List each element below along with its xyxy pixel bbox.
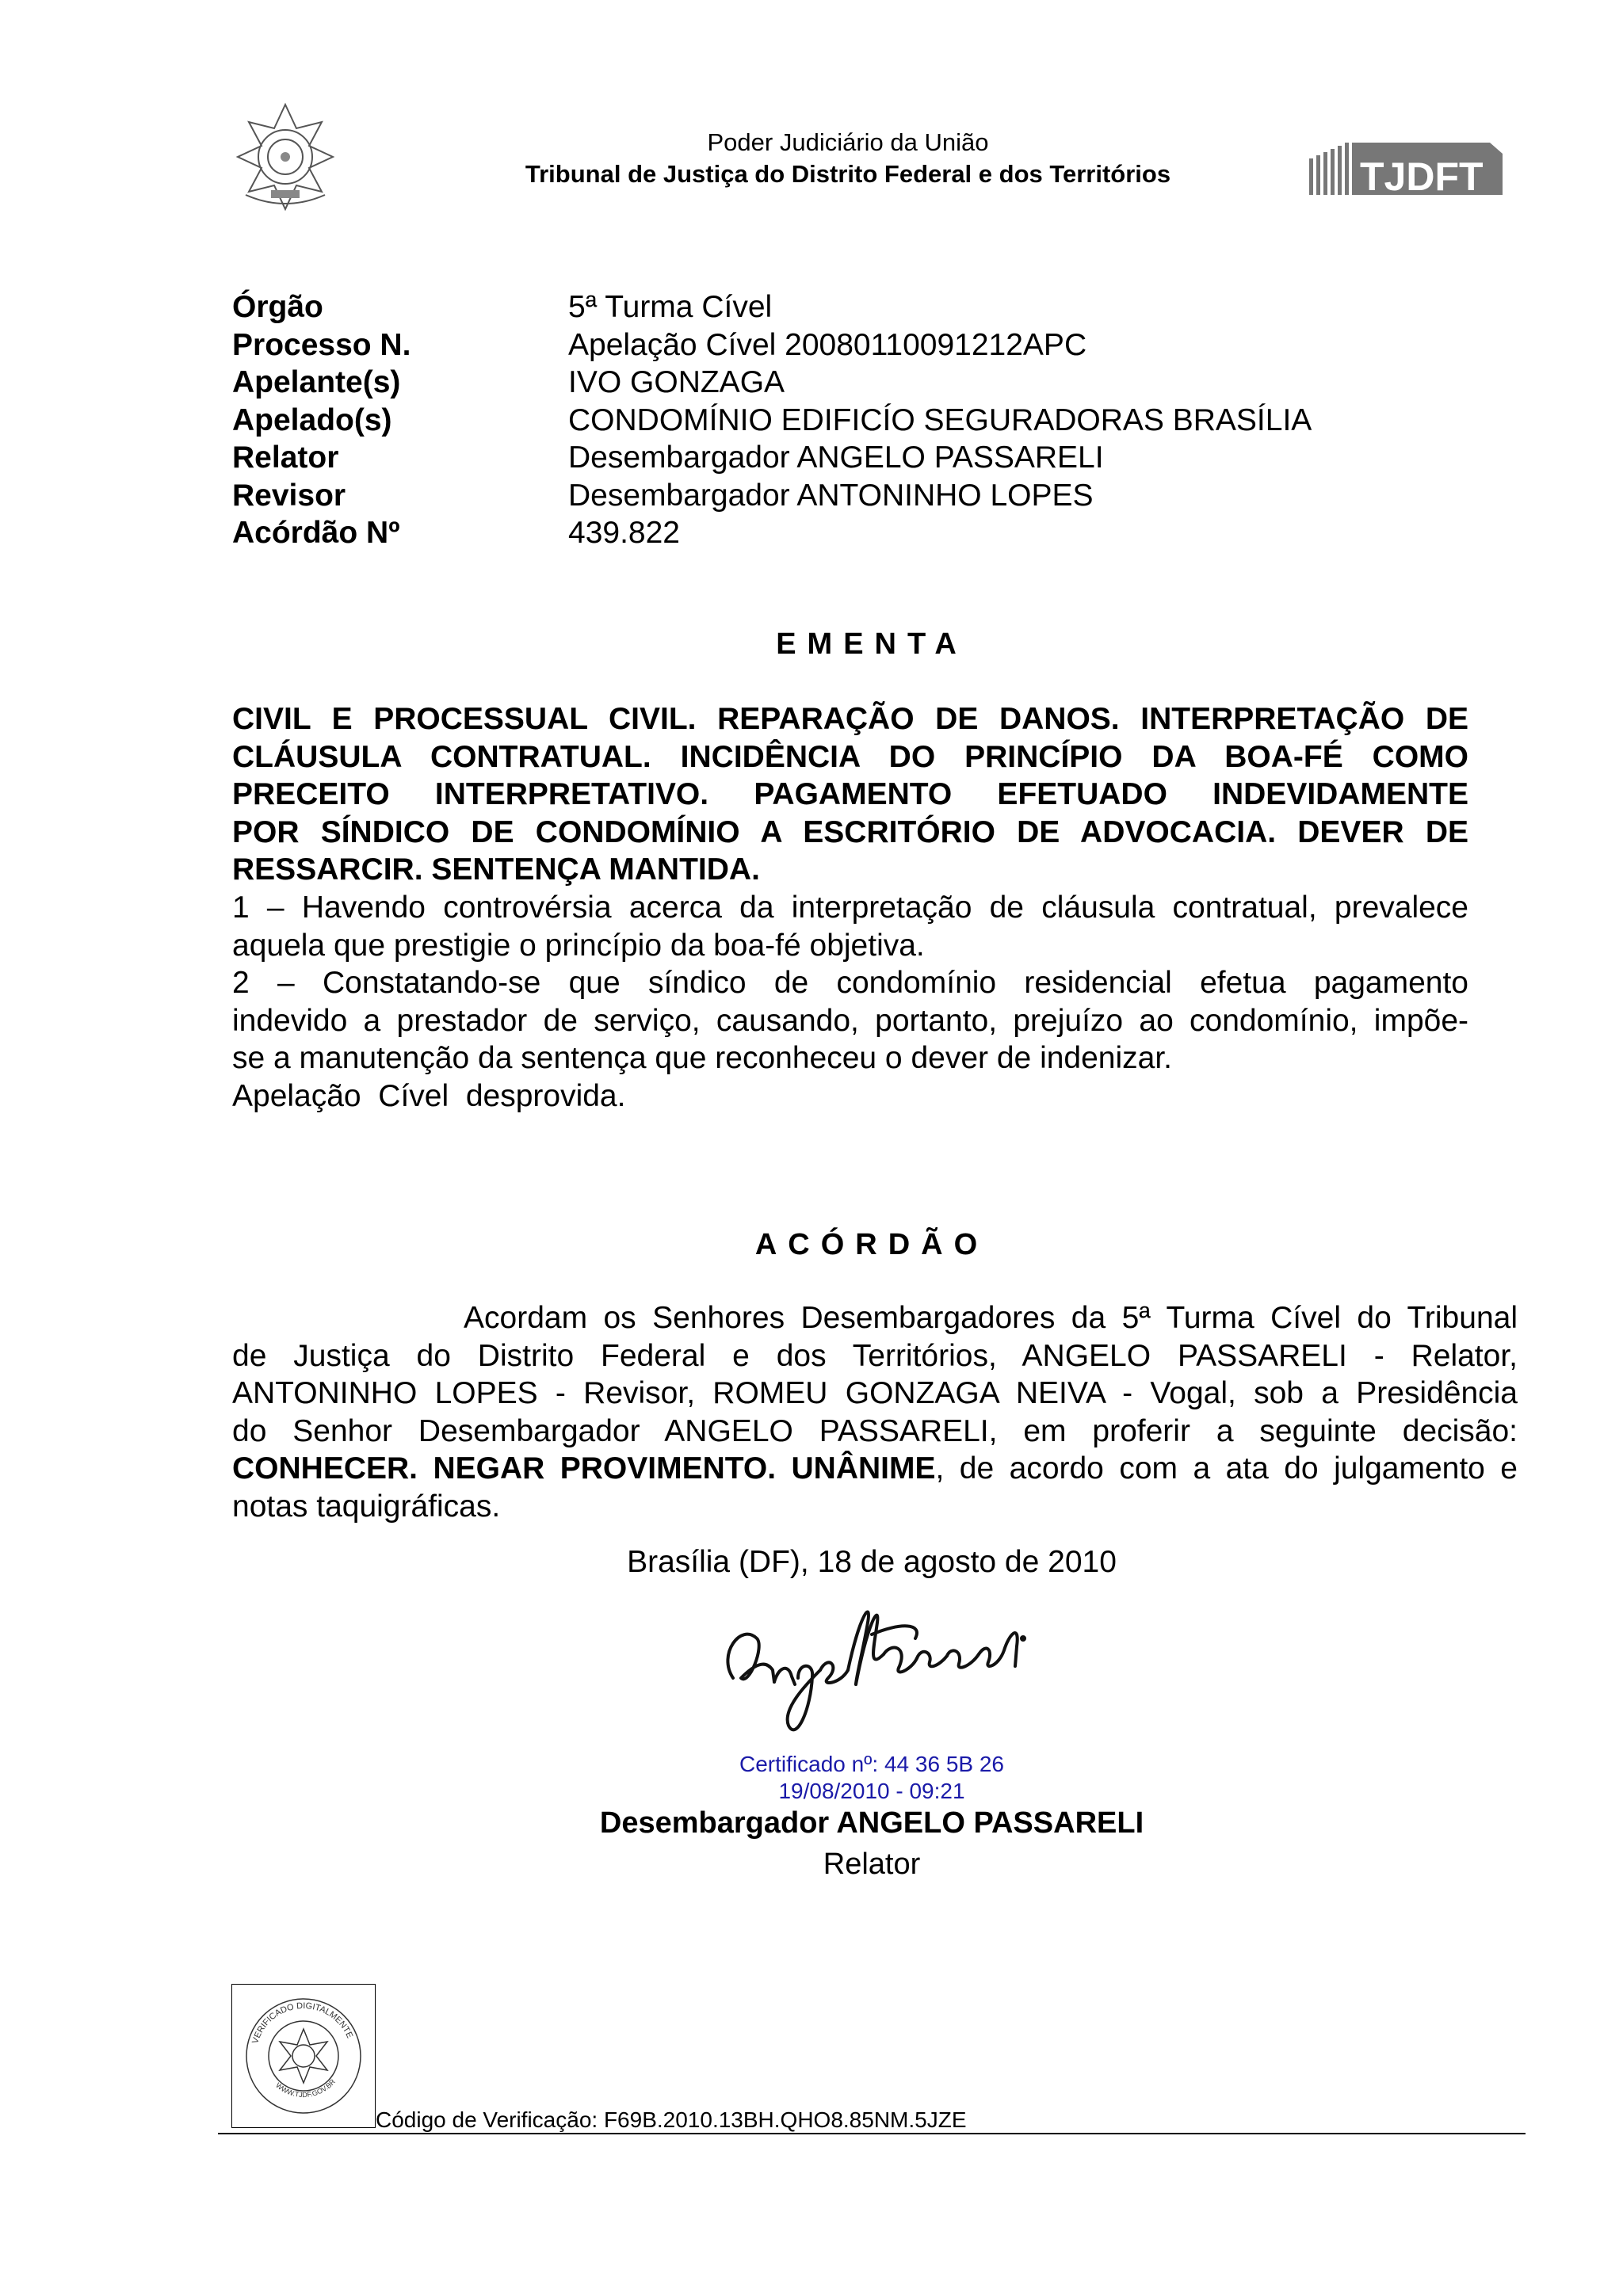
stamp-url-path: WWW.TJDF.GOV.BR — [274, 2077, 337, 2100]
ementa-item-2-line: indevido a prestador de serviço, causando, portanto, prejuízo ao condomínio, impõe- — [232, 1003, 1468, 1038]
info-row-orgao — [232, 288, 1312, 326]
tjdft-logo — [1308, 135, 1506, 198]
info-label: Revisor — [232, 478, 346, 513]
ementa-bold-line: CIVIL E PROCESSUAL CIVIL. REPARAÇÃO DE DANOS. INTERPRETAÇÃO DE — [232, 702, 1468, 736]
handwritten-signature — [709, 1591, 1042, 1749]
info-value: Desembargador ANTONINHO LOPES — [568, 478, 1094, 513]
info-row-apelante — [232, 364, 1312, 402]
ementa-item-2-line: 2 – Constatando-se que síndico de condomínio residencial efetua pagamento — [232, 966, 1468, 1001]
stamp-text-path: VERIFICADO DIGITALMENTE — [250, 2000, 355, 2046]
verification-code: Código de Verificação: F69B.2010.13BH.QHO8.85NM.5JZE — [376, 2107, 967, 2132]
header-line-2: Tribunal de Justiça do Distrito Federal e dos Territórios — [525, 160, 1171, 188]
acordao-line: notas taquigráficas. — [232, 1489, 501, 1524]
acordao-line: ANTONINHO LOPES - Revisor, ROMEU GONZAGA NEIVA - Vogal, sob a Presidência — [232, 1376, 1518, 1411]
info-label: Processo N. — [232, 327, 411, 362]
certificate-timestamp: 19/08/2010 - 09:21 — [778, 1779, 965, 1803]
acordao-line: do Senhor Desembargador ANGELO PASSARELI, em proferir a seguinte decisão: — [232, 1413, 1518, 1448]
ementa-conclusion: Apelação Cível desprovida. — [232, 1078, 626, 1113]
ementa-item-1-line: 1 – Havendo controvérsia acerca da interpretação de cláusula contratual, prevalece — [232, 890, 1468, 925]
ementa-bold-line: POR SÍNDICO DE CONDOMÍNIO A ESCRITÓRIO DE ADVOCACIA. DEVER DE — [232, 814, 1468, 849]
info-row-relator — [232, 439, 1312, 477]
decision-date: Brasília (DF), 18 de agosto de 2010 — [627, 1545, 1117, 1579]
certificate-number: Certificado nº: 44 36 5B 26 — [739, 1752, 1004, 1776]
coat-of-arms-icon — [230, 101, 341, 212]
decision-rest: , de acordo com a ata do julgamento e — [935, 1451, 1518, 1486]
ementa-body — [232, 700, 1468, 1116]
info-value: IVO GONZAGA — [568, 365, 785, 399]
ementa-item-2-line: se a manutenção da sentença que reconheceu o dever de indenizar. — [232, 1041, 1173, 1076]
info-label: Órgão — [232, 290, 323, 324]
footer-divider — [218, 2133, 1526, 2134]
process-info-table — [232, 288, 1312, 552]
info-value: Apelação Cível 20080110091212APC — [568, 327, 1087, 362]
info-row-revisor — [232, 477, 1312, 515]
acordao-heading: ACÓRDÃO — [754, 1228, 989, 1261]
ementa-heading: EMENTA — [776, 627, 968, 661]
acordao-body — [232, 1299, 1518, 1526]
info-label: Acórdão Nº — [232, 516, 400, 550]
acordao-decision-line — [232, 1450, 1518, 1488]
ementa-item-1-line: aquela que prestigie o princípio da boa-fé objetiva. — [232, 928, 925, 963]
ementa-bold-line: RESSARCIR. SENTENÇA MANTIDA. — [232, 852, 760, 887]
acordao-line: de Justiça do Distrito Federal e dos Territórios, ANGELO PASSARELI - Relator, — [232, 1338, 1518, 1373]
info-row-acordao — [232, 514, 1312, 552]
info-value: 439.822 — [568, 516, 680, 550]
info-row-processo — [232, 326, 1312, 364]
ementa-bold-line: PRECEITO INTERPRETATIVO. PAGAMENTO EFETUADO INDEVIDAMENTE — [232, 777, 1468, 812]
info-label: Apelante(s) — [232, 365, 401, 399]
info-label: Apelado(s) — [232, 402, 392, 437]
ementa-bold-line: CLÁUSULA CONTRATUAL. INCIDÊNCIA DO PRINCÍPIO DA BOA-FÉ COMO — [232, 739, 1468, 774]
info-row-apelado — [232, 402, 1312, 440]
signer-role: Relator — [823, 1848, 921, 1881]
digital-verification-stamp — [231, 1984, 376, 2128]
info-value: Desembargador ANGELO PASSARELI — [568, 441, 1104, 475]
acordao-line: Acordam os Senhores Desembargadores da 5ª Turma Cível do Tribunal — [464, 1301, 1518, 1335]
stamp-text — [250, 2001, 354, 2045]
info-label: Relator — [232, 441, 339, 475]
header-line-1: Poder Judiciário da União — [707, 128, 989, 156]
tjdft-logo-text: TJDFT — [1360, 154, 1484, 198]
decision-bold: CONHECER. NEGAR PROVIMENTO. UNÂNIME — [232, 1451, 936, 1486]
info-value: 5ª Turma Cível — [568, 290, 773, 324]
info-value: CONDOMÍNIO EDIFICÍO SEGURADORAS BRASÍLIA — [568, 402, 1312, 437]
signer-name: Desembargador ANGELO PASSARELI — [599, 1806, 1144, 1840]
